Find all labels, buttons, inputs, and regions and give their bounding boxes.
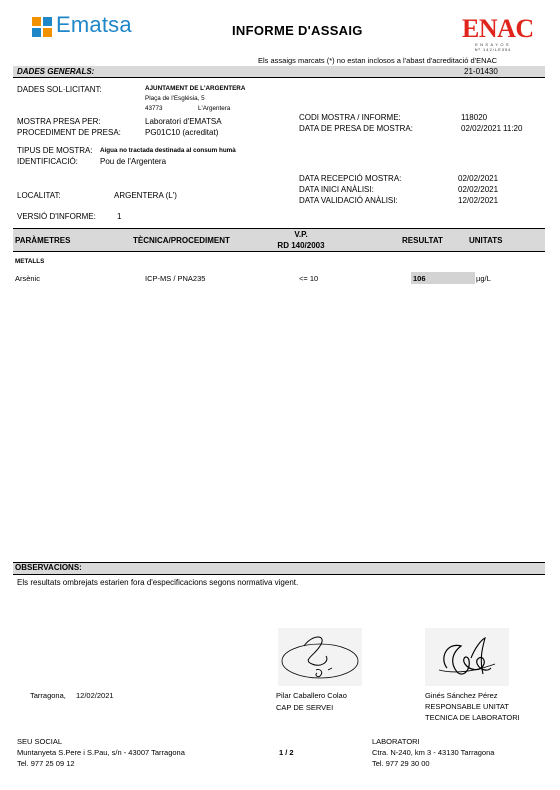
row-parametre: Arsènic [15,274,41,283]
data-inici-value: 02/02/2021 [458,185,499,194]
signature-2 [425,628,509,686]
data-presa-label: DATA DE PRESA DE MOSTRA: [299,124,413,133]
signer2-name: Ginés Sánchez Pérez [425,691,498,700]
observacions-band [13,562,545,575]
enac-subtitle: ENSAYOS [475,42,511,47]
brand-name: Ematsa [56,12,132,37]
data-validacio-value: 12/02/2021 [458,196,499,205]
footer-lab-tel: Tel. 977 29 30 00 [372,759,430,768]
col-vp-line1: V.P. [294,230,308,239]
report-id: 21-01430 [464,67,498,76]
versio-value: 1 [117,212,122,221]
report-title: INFORME D'ASSAIG [232,23,363,38]
footer-lab-title: LABORATORI [372,737,420,746]
footer-seu-title: SEU SOCIAL [17,737,63,746]
sollicitant-postcode: 43773 [145,105,163,112]
data-inici-label: DATA INICI ANÀLISI: [299,185,374,194]
ematsa-logo-icon [32,17,52,37]
enac-number: Nº 142/LE354 [474,47,512,52]
procediment-label: PROCEDIMENT DE PRESA: [17,128,121,137]
localitat-label: LOCALITAT: [17,191,61,200]
data-recepcio-value: 02/02/2021 [458,174,499,183]
versio-label: VERSIÓ D'INFORME: [17,212,96,221]
signature-date: 12/02/2021 [76,691,114,700]
sollicitant-town: L'Argentera [198,105,231,112]
enac-logo [462,10,534,52]
procediment-value: PG01C10 (acreditat) [145,128,219,137]
signer2-role2: TECNICA DE LABORATORI [425,713,520,722]
row-vp: <= 10 [299,274,319,283]
sollicitant-name: AJUNTAMENT DE L'ARGENTERA [145,85,246,92]
signer1-role: CAP DE SERVEI [276,703,334,712]
tipus-value: Aigua no tractada destinada al consum humà [100,147,236,154]
observacions-title: OBSERVACIONS: [15,563,82,572]
row-resultat: 106 [413,274,426,283]
sollicitant-address: Plaça de l'Església, 5 [145,95,205,102]
general-section-title: DADES GENERALS: [17,67,95,76]
page-number: 1 / 2 [279,748,294,757]
row-unitats: µg/L [476,274,491,283]
localitat-value: ARGENTERA (L') [114,191,177,200]
signer2-role1: RESPONSABLE UNITAT [425,702,509,711]
signature-1 [278,628,362,686]
signature-place: Tarragona, [30,691,66,700]
codi-value: 118020 [461,113,488,122]
signer1-name: Pilar Caballero Colao [276,691,347,700]
col-tecnica: TÈCNICA/PROCEDIMENT [133,236,230,245]
footer-lab-address: Ctra. N-240, km 3 - 43130 Tarragona [372,748,495,757]
identificacio-label: IDENTIFICACIÓ: [17,157,78,166]
tipus-label: TIPUS DE MOSTRA: [17,146,93,155]
sollicitant-label: DADES SOL·LICITANT: [17,85,102,94]
row-tecnica: ICP-MS / PNA235 [145,274,206,283]
col-resultat: RESULTAT [402,236,443,245]
observacions-text: Els resultats ombrejats estarien fora d'especificacions segons normativa vigent. [17,578,299,587]
mostra-presa-value: Laboratori d'EMATSA [145,117,222,126]
identificacio-value: Pou de l'Argentera [100,157,167,166]
col-parametres: PARÀMETRES [15,236,71,245]
enac-word: ENAC [462,14,534,43]
data-validacio-label: DATA VALIDACIÓ ANÀLISI: [299,196,398,205]
footer-seu-tel: Tel. 977 25 09 12 [17,759,75,768]
table-group-label: METALLS [15,258,45,265]
codi-label: CODI MOSTRA / INFORME: [299,113,401,122]
accreditation-note: Els assaigs marcats (*) no estan inclosos a l'abast d'acreditació d'ENAC [258,56,497,65]
data-presa-value: 02/02/2021 [461,124,502,133]
col-unitats: UNITATS [469,236,503,245]
hora-presa-value: 11:20 [503,124,523,133]
mostra-presa-label: MOSTRA PRESA PER: [17,117,101,126]
col-vp-line2: RD 140/2003 [277,241,325,250]
data-recepcio-label: DATA RECEPCIÓ MOSTRA: [299,174,402,183]
footer-seu-address: Muntanyeta S.Pere i S.Pau, s/n - 43007 Tarragona [17,748,185,757]
